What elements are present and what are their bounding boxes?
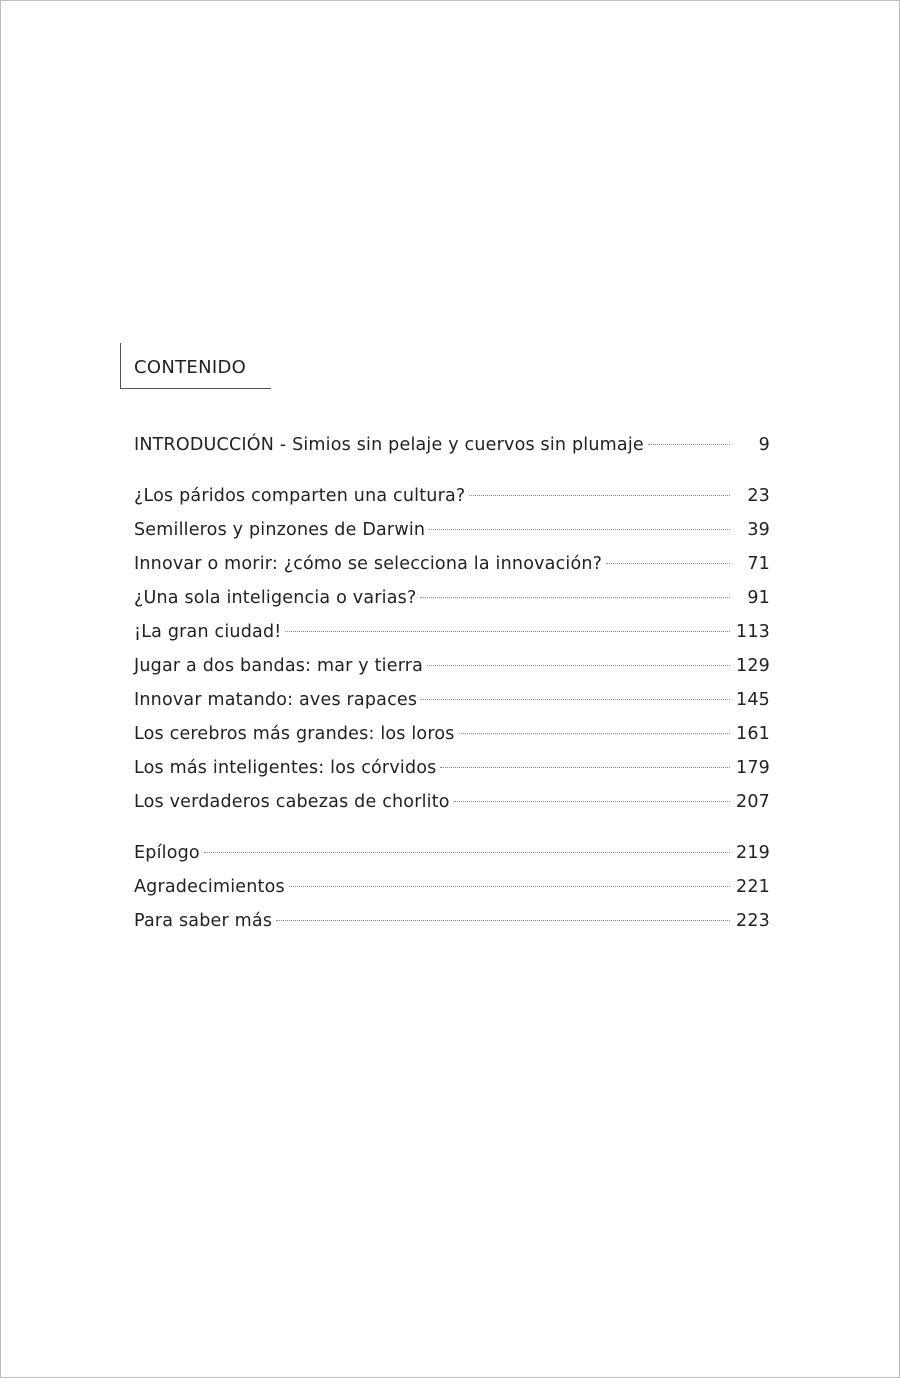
dot-leader [469, 494, 730, 496]
toc-entry-page: 39 [747, 520, 770, 540]
toc-entry-page: 179 [735, 758, 770, 778]
dot-leader [276, 919, 730, 921]
toc-entry-title: Los más inteligentes: los córvidos [134, 758, 437, 778]
toc-entry-page: 113 [735, 622, 770, 642]
dot-leader [606, 562, 730, 564]
dot-leader [429, 528, 730, 530]
toc-entry-title: INTRODUCCIÓN - Simios sin pelaje y cuervos sin plumaje [134, 435, 644, 455]
toc-entry-page: 71 [747, 554, 770, 574]
toc-entry-page: 9 [758, 435, 770, 455]
toc-entry[interactable] [134, 428, 770, 462]
toc-entry[interactable] [134, 615, 770, 649]
toc-entry-page: 129 [735, 656, 770, 676]
dot-leader [420, 596, 730, 598]
toc-entry[interactable] [134, 581, 770, 615]
toc-entry[interactable] [134, 904, 770, 938]
toc-entry-page: 207 [735, 792, 770, 812]
toc-entry-page: 161 [735, 724, 770, 744]
toc-entry-title: Los verdaderos cabezas de chorlito [134, 792, 450, 812]
toc-entry-title: ¡La gran ciudad! [134, 622, 282, 642]
toc-group-chapters [134, 479, 770, 819]
toc-entry[interactable] [134, 836, 770, 870]
dot-leader [454, 800, 730, 802]
toc-entry-title: Los cerebros más grandes: los loros [134, 724, 455, 744]
dot-leader [459, 732, 730, 734]
toc-entry[interactable] [134, 513, 770, 547]
dot-leader [421, 698, 730, 700]
toc-entry-page: 221 [735, 877, 770, 897]
toc-entry-title: Epílogo [134, 843, 200, 863]
toc-entry[interactable] [134, 870, 770, 904]
toc-entry-title: ¿Una sola inteligencia o varias? [134, 588, 417, 608]
toc-entry-title: Innovar matando: aves rapaces [134, 690, 418, 710]
dot-leader [440, 766, 730, 768]
dot-leader [648, 443, 730, 445]
dot-leader [285, 630, 730, 632]
toc-entry-page: 219 [735, 843, 770, 863]
toc-entry-page: 145 [735, 690, 770, 710]
toc-group-introduction [134, 428, 770, 462]
toc-entry[interactable] [134, 785, 770, 819]
dot-leader [289, 885, 730, 887]
toc-entry[interactable] [134, 547, 770, 581]
toc-entry-title: Agradecimientos [134, 877, 285, 897]
toc-entry[interactable] [134, 479, 770, 513]
toc-entry-page: 91 [747, 588, 770, 608]
toc-entry[interactable] [134, 717, 770, 751]
toc-entry-page: 223 [735, 911, 770, 931]
toc-entry[interactable] [134, 683, 770, 717]
table-of-contents [134, 428, 770, 938]
toc-group-back-matter [134, 836, 770, 938]
toc-entry-title: Innovar o morir: ¿cómo se selecciona la innovación? [134, 554, 603, 574]
dot-leader [204, 851, 730, 853]
toc-entry-title: Jugar a dos bandas: mar y tierra [134, 656, 424, 676]
dot-leader [427, 664, 730, 666]
toc-entry-title: Semilleros y pinzones de Darwin [134, 520, 426, 540]
toc-entry-title: ¿Los páridos comparten una cultura? [134, 486, 466, 506]
toc-entry[interactable] [134, 751, 770, 785]
toc-entry-page: 23 [747, 486, 770, 506]
contents-heading: CONTENIDO [134, 357, 247, 378]
toc-entry[interactable] [134, 649, 770, 683]
toc-entry-title: Para saber más [134, 911, 273, 931]
